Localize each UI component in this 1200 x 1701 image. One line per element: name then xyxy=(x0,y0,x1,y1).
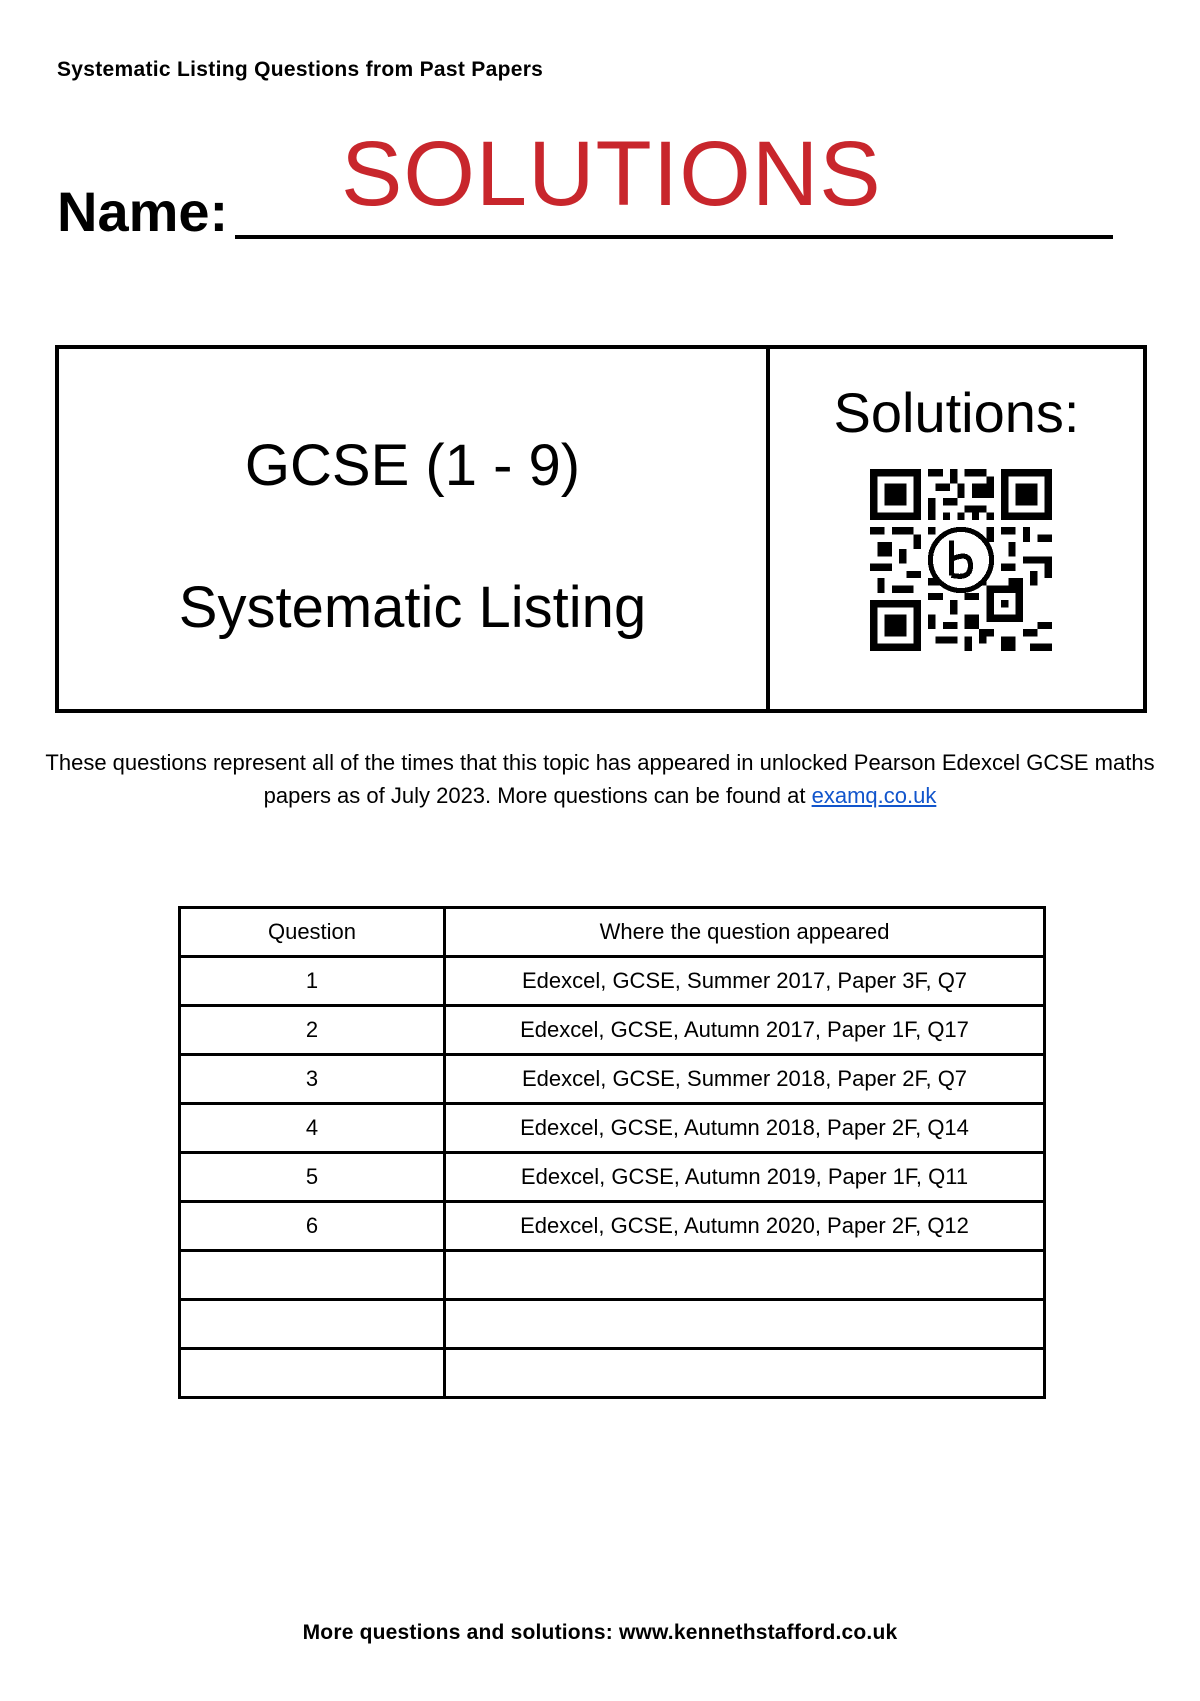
table-row xyxy=(180,1153,1045,1202)
question-source-cell: Edexcel, GCSE, Autumn 2020, Paper 2F, Q12 xyxy=(445,1202,1045,1251)
table-row xyxy=(180,957,1045,1006)
name-label: Name: xyxy=(57,180,229,243)
name-field xyxy=(57,123,1117,248)
questions-table xyxy=(178,906,1046,1399)
page-header-title: Systematic Listing Questions from Past Papers xyxy=(57,58,544,81)
question-number-cell xyxy=(180,1251,445,1300)
column-header-where: Where the question appeared xyxy=(445,908,1045,957)
question-source-cell: Edexcel, GCSE, Autumn 2019, Paper 1F, Q11 xyxy=(445,1153,1045,1202)
question-source-cell xyxy=(445,1251,1045,1300)
question-number-cell: 6 xyxy=(180,1202,445,1251)
question-number-cell: 5 xyxy=(180,1153,445,1202)
topic-title: Systematic Listing xyxy=(178,575,647,640)
table-row xyxy=(180,1349,1045,1398)
table-row xyxy=(180,1202,1045,1251)
question-number-cell: 3 xyxy=(180,1055,445,1104)
solutions-label: Solutions: xyxy=(833,381,1080,444)
question-source-cell: Edexcel, GCSE, Autumn 2017, Paper 1F, Q17 xyxy=(445,1006,1045,1055)
question-source-cell xyxy=(445,1349,1045,1398)
name-value-solutions: SOLUTIONS xyxy=(341,123,882,225)
question-source-cell xyxy=(445,1300,1045,1349)
question-number-cell xyxy=(180,1349,445,1398)
title-panel xyxy=(59,349,770,709)
table-row xyxy=(180,1006,1045,1055)
column-header-question: Question xyxy=(180,908,445,957)
table-row xyxy=(180,1104,1045,1153)
table-row xyxy=(180,1300,1045,1349)
table-header-row xyxy=(180,908,1045,957)
solutions-panel xyxy=(770,349,1143,709)
name-underline xyxy=(235,235,1113,239)
description-paragraph xyxy=(40,746,1160,812)
question-number-cell: 2 xyxy=(180,1006,445,1055)
question-number-cell: 4 xyxy=(180,1104,445,1153)
table-row xyxy=(180,1251,1045,1300)
question-source-cell: Edexcel, GCSE, Summer 2017, Paper 3F, Q7 xyxy=(445,957,1045,1006)
table-row xyxy=(180,1055,1045,1104)
description-text: These questions represent all of the times that this topic has appeared in unlocked Pearson Edexcel GCSE maths papers as of July 2023. More questions can be found at xyxy=(45,750,1155,808)
page-footer: More questions and solutions: www.kennethstafford.co.uk xyxy=(302,1621,898,1644)
examq-link[interactable]: examq.co.uk xyxy=(811,783,937,808)
question-source-cell: Edexcel, GCSE, Summer 2018, Paper 2F, Q7 xyxy=(445,1055,1045,1104)
question-number-cell: 1 xyxy=(180,957,445,1006)
qualification-title: GCSE (1 - 9) xyxy=(244,433,581,498)
question-source-cell: Edexcel, GCSE, Autumn 2018, Paper 2F, Q14 xyxy=(445,1104,1045,1153)
qr-code-icon[interactable] xyxy=(870,469,1052,651)
title-box xyxy=(55,345,1147,713)
question-number-cell xyxy=(180,1300,445,1349)
